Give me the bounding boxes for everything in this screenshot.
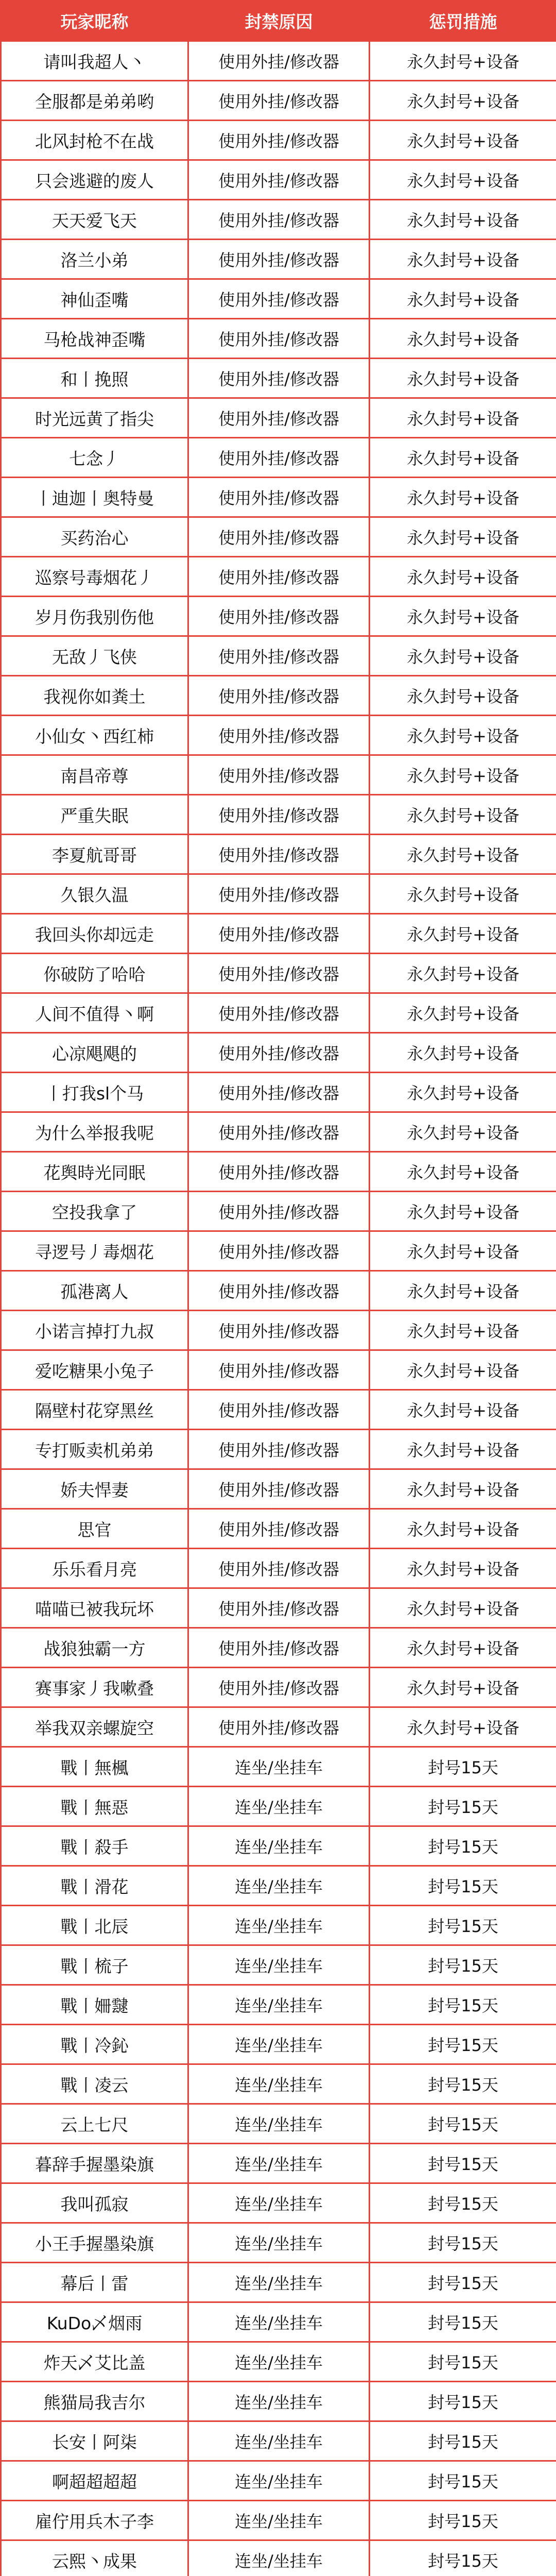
ban-reason-cell: 使用外挂/修改器 bbox=[188, 160, 370, 200]
ban-reason-cell: 连坐/坐挂车 bbox=[188, 1747, 370, 1787]
ban-reason-cell: 使用外挂/修改器 bbox=[188, 1588, 370, 1628]
player-nickname-cell: 我叫孤寂 bbox=[1, 2183, 188, 2223]
player-nickname-cell: 小诺言掉打九叔 bbox=[1, 1311, 188, 1350]
table-row bbox=[1, 2025, 556, 2064]
penalty-cell: 永久封号+设备 bbox=[370, 914, 556, 954]
player-nickname-cell: 天天爱飞天 bbox=[1, 200, 188, 240]
ban-reason-cell: 使用外挂/修改器 bbox=[188, 478, 370, 517]
table-row bbox=[1, 478, 556, 517]
table-row bbox=[1, 993, 556, 1033]
penalty-cell: 封号15天 bbox=[370, 2064, 556, 2104]
penalty-cell: 封号15天 bbox=[370, 2540, 556, 2576]
penalty-cell: 封号15天 bbox=[370, 2461, 556, 2501]
player-nickname-cell: 戰丨殺手 bbox=[1, 1826, 188, 1866]
table-row bbox=[1, 795, 556, 835]
ban-reason-cell: 连坐/坐挂车 bbox=[188, 1866, 370, 1906]
player-nickname-cell: 暮辞手握墨染旗 bbox=[1, 2144, 188, 2183]
ban-reason-cell: 连坐/坐挂车 bbox=[188, 1985, 370, 2025]
penalty-cell: 永久封号+设备 bbox=[370, 1073, 556, 1112]
penalty-cell: 永久封号+设备 bbox=[370, 597, 556, 636]
ban-reason-cell: 连坐/坐挂车 bbox=[188, 2342, 370, 2382]
table-row bbox=[1, 2144, 556, 2183]
penalty-cell: 封号15天 bbox=[370, 2223, 556, 2263]
table-row bbox=[1, 1192, 556, 1231]
penalty-cell: 永久封号+设备 bbox=[370, 1271, 556, 1311]
player-nickname-cell: 我视你如粪土 bbox=[1, 676, 188, 716]
table-row bbox=[1, 81, 556, 121]
ban-reason-cell: 使用外挂/修改器 bbox=[188, 279, 370, 319]
table-header-row bbox=[1, 1, 556, 41]
penalty-cell: 永久封号+设备 bbox=[370, 1668, 556, 1707]
table-row bbox=[1, 1747, 556, 1787]
penalty-cell: 永久封号+设备 bbox=[370, 755, 556, 795]
ban-reason-cell: 连坐/坐挂车 bbox=[188, 2461, 370, 2501]
player-nickname-cell: 举我双亲螺旋空 bbox=[1, 1707, 188, 1747]
table-row bbox=[1, 240, 556, 279]
penalty-cell: 永久封号+设备 bbox=[370, 795, 556, 835]
penalty-cell: 永久封号+设备 bbox=[370, 1509, 556, 1549]
penalty-cell: 永久封号+设备 bbox=[370, 41, 556, 81]
table-row bbox=[1, 1152, 556, 1192]
ban-reason-cell: 连坐/坐挂车 bbox=[188, 2540, 370, 2576]
penalty-cell: 封号15天 bbox=[370, 1985, 556, 2025]
player-nickname-cell: 严重失眠 bbox=[1, 795, 188, 835]
table-row bbox=[1, 121, 556, 160]
penalty-cell: 永久封号+设备 bbox=[370, 874, 556, 914]
penalty-cell: 永久封号+设备 bbox=[370, 636, 556, 676]
penalty-cell: 永久封号+设备 bbox=[370, 359, 556, 398]
penalty-cell: 永久封号+设备 bbox=[370, 1152, 556, 1192]
ban-reason-cell: 使用外挂/修改器 bbox=[188, 200, 370, 240]
table-row bbox=[1, 597, 556, 636]
player-nickname-cell: 云熙丶成果 bbox=[1, 2540, 188, 2576]
table-row bbox=[1, 1826, 556, 1866]
table-row bbox=[1, 2421, 556, 2461]
table-row bbox=[1, 2104, 556, 2144]
ban-reason-cell: 使用外挂/修改器 bbox=[188, 1192, 370, 1231]
table-row bbox=[1, 914, 556, 954]
ban-reason-cell: 使用外挂/修改器 bbox=[188, 1073, 370, 1112]
player-nickname-cell: 马枪战神歪嘴 bbox=[1, 319, 188, 359]
player-nickname-cell: 戰丨凌云 bbox=[1, 2064, 188, 2104]
ban-reason-cell: 连坐/坐挂车 bbox=[188, 1945, 370, 1985]
ban-reason-cell: 连坐/坐挂车 bbox=[188, 2025, 370, 2064]
penalty-cell: 永久封号+设备 bbox=[370, 1588, 556, 1628]
ban-reason-cell: 连坐/坐挂车 bbox=[188, 1906, 370, 1945]
ban-reason-cell: 使用外挂/修改器 bbox=[188, 1628, 370, 1668]
ban-reason-cell: 使用外挂/修改器 bbox=[188, 1707, 370, 1747]
penalty-cell: 封号15天 bbox=[370, 2302, 556, 2342]
player-nickname-cell: 小仙女丶西红柿 bbox=[1, 716, 188, 755]
penalty-cell: 永久封号+设备 bbox=[370, 478, 556, 517]
table-row bbox=[1, 1906, 556, 1945]
table-row bbox=[1, 359, 556, 398]
ban-reason-cell: 使用外挂/修改器 bbox=[188, 438, 370, 478]
player-nickname-cell: 啊超超超超 bbox=[1, 2461, 188, 2501]
ban-reason-cell: 连坐/坐挂车 bbox=[188, 2382, 370, 2421]
player-nickname-cell: 雇佇用兵木子李 bbox=[1, 2501, 188, 2540]
player-nickname-cell: 丨迪迦丨奥特曼 bbox=[1, 478, 188, 517]
ban-reason-cell: 使用外挂/修改器 bbox=[188, 1112, 370, 1152]
ban-reason-cell: 连坐/坐挂车 bbox=[188, 2302, 370, 2342]
player-nickname-cell: 我回头你却远走 bbox=[1, 914, 188, 954]
player-nickname-cell: 花舆時光同眠 bbox=[1, 1152, 188, 1192]
table-row bbox=[1, 755, 556, 795]
penalty-cell: 封号15天 bbox=[370, 1787, 556, 1826]
header-penalty: 惩罚措施 bbox=[370, 1, 556, 41]
table-row bbox=[1, 2223, 556, 2263]
ban-reason-cell: 使用外挂/修改器 bbox=[188, 795, 370, 835]
ban-reason-cell: 使用外挂/修改器 bbox=[188, 517, 370, 557]
penalty-cell: 封号15天 bbox=[370, 2342, 556, 2382]
penalty-cell: 永久封号+设备 bbox=[370, 1469, 556, 1509]
table-row bbox=[1, 1707, 556, 1747]
player-nickname-cell: 炸天乄艾比盖 bbox=[1, 2342, 188, 2382]
penalty-cell: 封号15天 bbox=[370, 2382, 556, 2421]
player-nickname-cell: 戰丨姍靆 bbox=[1, 1985, 188, 2025]
penalty-cell: 永久封号+设备 bbox=[370, 1112, 556, 1152]
player-nickname-cell: 戰丨無楓 bbox=[1, 1747, 188, 1787]
player-nickname-cell: 李夏航哥哥 bbox=[1, 835, 188, 874]
penalty-cell: 永久封号+设备 bbox=[370, 676, 556, 716]
player-nickname-cell: 心凉飓飓的 bbox=[1, 1033, 188, 1073]
penalty-cell: 永久封号+设备 bbox=[370, 1390, 556, 1430]
penalty-cell: 永久封号+设备 bbox=[370, 517, 556, 557]
ban-reason-cell: 使用外挂/修改器 bbox=[188, 676, 370, 716]
table-row bbox=[1, 2183, 556, 2223]
player-nickname-cell: 寻逻号丿毒烟花 bbox=[1, 1231, 188, 1271]
penalty-cell: 封号15天 bbox=[370, 2183, 556, 2223]
table-row bbox=[1, 398, 556, 438]
table-row bbox=[1, 636, 556, 676]
penalty-cell: 永久封号+设备 bbox=[370, 200, 556, 240]
penalty-cell: 封号15天 bbox=[370, 1826, 556, 1866]
ban-reason-cell: 连坐/坐挂车 bbox=[188, 2064, 370, 2104]
table-row bbox=[1, 319, 556, 359]
table-row bbox=[1, 1350, 556, 1390]
table-row bbox=[1, 1787, 556, 1826]
table-row bbox=[1, 2540, 556, 2576]
player-nickname-cell: 买药治心 bbox=[1, 517, 188, 557]
penalty-cell: 封号15天 bbox=[370, 1906, 556, 1945]
table-row bbox=[1, 557, 556, 597]
ban-reason-cell: 连坐/坐挂车 bbox=[188, 2223, 370, 2263]
player-nickname-cell: 隔壁村花穿黑丝 bbox=[1, 1390, 188, 1430]
ban-reason-cell: 使用外挂/修改器 bbox=[188, 1231, 370, 1271]
penalty-cell: 永久封号+设备 bbox=[370, 1549, 556, 1588]
penalty-cell: 永久封号+设备 bbox=[370, 438, 556, 478]
table-row bbox=[1, 874, 556, 914]
penalty-cell: 永久封号+设备 bbox=[370, 279, 556, 319]
ban-reason-cell: 连坐/坐挂车 bbox=[188, 2183, 370, 2223]
penalty-cell: 永久封号+设备 bbox=[370, 398, 556, 438]
header-player-nickname: 玩家昵称 bbox=[1, 1, 188, 41]
table-row bbox=[1, 1549, 556, 1588]
player-nickname-cell: 丨打我sl个马 bbox=[1, 1073, 188, 1112]
player-nickname-cell: 请叫我超人丶 bbox=[1, 41, 188, 81]
player-nickname-cell: 思官 bbox=[1, 1509, 188, 1549]
table-row bbox=[1, 2461, 556, 2501]
player-nickname-cell: 你破防了哈哈 bbox=[1, 954, 188, 993]
player-nickname-cell: 乐乐看月亮 bbox=[1, 1549, 188, 1588]
penalty-cell: 封号15天 bbox=[370, 2501, 556, 2540]
ban-reason-cell: 使用外挂/修改器 bbox=[188, 1311, 370, 1350]
table-row bbox=[1, 954, 556, 993]
penalty-cell: 封号15天 bbox=[370, 2421, 556, 2461]
player-nickname-cell: 南昌帝尊 bbox=[1, 755, 188, 795]
ban-reason-cell: 连坐/坐挂车 bbox=[188, 2421, 370, 2461]
table-row bbox=[1, 1469, 556, 1509]
player-nickname-cell: 喵喵已被我玩坏 bbox=[1, 1588, 188, 1628]
ban-reason-cell: 使用外挂/修改器 bbox=[188, 1152, 370, 1192]
ban-reason-cell: 使用外挂/修改器 bbox=[188, 81, 370, 121]
penalty-cell: 永久封号+设备 bbox=[370, 240, 556, 279]
ban-reason-cell: 使用外挂/修改器 bbox=[188, 319, 370, 359]
player-nickname-cell: 云上七尺 bbox=[1, 2104, 188, 2144]
player-nickname-cell: 戰丨冷鈊 bbox=[1, 2025, 188, 2064]
player-nickname-cell: 爱吃糖果小兔子 bbox=[1, 1350, 188, 1390]
ban-reason-cell: 使用外挂/修改器 bbox=[188, 1033, 370, 1073]
penalty-cell: 封号15天 bbox=[370, 1866, 556, 1906]
player-nickname-cell: 娇夫悍妻 bbox=[1, 1469, 188, 1509]
ban-reason-cell: 连坐/坐挂车 bbox=[188, 2104, 370, 2144]
player-nickname-cell: 熊猫局我吉尔 bbox=[1, 2382, 188, 2421]
table-row bbox=[1, 1231, 556, 1271]
player-nickname-cell: 专打贩卖机弟弟 bbox=[1, 1430, 188, 1469]
ban-reason-cell: 连坐/坐挂车 bbox=[188, 2263, 370, 2302]
table-row bbox=[1, 2382, 556, 2421]
penalty-cell: 封号15天 bbox=[370, 2104, 556, 2144]
player-nickname-cell: 七念丿 bbox=[1, 438, 188, 478]
ban-reason-cell: 使用外挂/修改器 bbox=[188, 41, 370, 81]
player-nickname-cell: 久银久温 bbox=[1, 874, 188, 914]
table-row bbox=[1, 1033, 556, 1073]
player-nickname-cell: 巡察号毒烟花丿 bbox=[1, 557, 188, 597]
player-nickname-cell: 无敌丿飞侠 bbox=[1, 636, 188, 676]
player-nickname-cell: 只会逃避的废人 bbox=[1, 160, 188, 200]
player-nickname-cell: 全服都是弟弟哟 bbox=[1, 81, 188, 121]
table-row bbox=[1, 1311, 556, 1350]
penalty-cell: 封号15天 bbox=[370, 1747, 556, 1787]
ban-reason-cell: 使用外挂/修改器 bbox=[188, 835, 370, 874]
player-nickname-cell: 人间不值得丶啊 bbox=[1, 993, 188, 1033]
player-nickname-cell: 戰丨北辰 bbox=[1, 1906, 188, 1945]
ban-reason-cell: 使用外挂/修改器 bbox=[188, 755, 370, 795]
ban-reason-cell: 使用外挂/修改器 bbox=[188, 954, 370, 993]
ban-reason-cell: 使用外挂/修改器 bbox=[188, 597, 370, 636]
ban-reason-cell: 使用外挂/修改器 bbox=[188, 398, 370, 438]
penalty-cell: 永久封号+设备 bbox=[370, 1311, 556, 1350]
penalty-cell: 永久封号+设备 bbox=[370, 993, 556, 1033]
table-row bbox=[1, 1112, 556, 1152]
player-nickname-cell: 岁月伤我别伤他 bbox=[1, 597, 188, 636]
table-row bbox=[1, 517, 556, 557]
table-row bbox=[1, 1985, 556, 2025]
player-nickname-cell: 孤港离人 bbox=[1, 1271, 188, 1311]
table-row bbox=[1, 2064, 556, 2104]
penalty-cell: 永久封号+设备 bbox=[370, 160, 556, 200]
table-row bbox=[1, 835, 556, 874]
table-row bbox=[1, 160, 556, 200]
player-nickname-cell: 神仙歪嘴 bbox=[1, 279, 188, 319]
penalty-cell: 封号15天 bbox=[370, 2144, 556, 2183]
penalty-cell: 封号15天 bbox=[370, 1945, 556, 1985]
ban-reason-cell: 使用外挂/修改器 bbox=[188, 1271, 370, 1311]
player-nickname-cell: 戰丨無惡 bbox=[1, 1787, 188, 1826]
ban-reason-cell: 使用外挂/修改器 bbox=[188, 874, 370, 914]
ban-reason-cell: 使用外挂/修改器 bbox=[188, 1469, 370, 1509]
table-row bbox=[1, 676, 556, 716]
player-nickname-cell: 和丨挽照 bbox=[1, 359, 188, 398]
penalty-cell: 永久封号+设备 bbox=[370, 121, 556, 160]
penalty-cell: 永久封号+设备 bbox=[370, 319, 556, 359]
penalty-cell: 永久封号+设备 bbox=[370, 1707, 556, 1747]
player-nickname-cell: 空投我拿了 bbox=[1, 1192, 188, 1231]
penalty-cell: 永久封号+设备 bbox=[370, 1033, 556, 1073]
table-row bbox=[1, 2263, 556, 2302]
penalty-cell: 封号15天 bbox=[370, 2263, 556, 2302]
ban-reason-cell: 使用外挂/修改器 bbox=[188, 1668, 370, 1707]
ban-reason-cell: 连坐/坐挂车 bbox=[188, 1826, 370, 1866]
player-nickname-cell: 战狼独霸一方 bbox=[1, 1628, 188, 1668]
penalty-cell: 永久封号+设备 bbox=[370, 1231, 556, 1271]
table-row bbox=[1, 2302, 556, 2342]
ban-reason-cell: 使用外挂/修改器 bbox=[188, 1509, 370, 1549]
table-body bbox=[1, 41, 556, 2576]
ban-reason-cell: 使用外挂/修改器 bbox=[188, 993, 370, 1033]
penalty-cell: 封号15天 bbox=[370, 2025, 556, 2064]
table-row bbox=[1, 2342, 556, 2382]
table-row bbox=[1, 716, 556, 755]
player-nickname-cell: 洛兰小弟 bbox=[1, 240, 188, 279]
ban-reason-cell: 使用外挂/修改器 bbox=[188, 1430, 370, 1469]
player-nickname-cell: 戰丨滑花 bbox=[1, 1866, 188, 1906]
table-row bbox=[1, 2501, 556, 2540]
player-nickname-cell: 为什么举报我呢 bbox=[1, 1112, 188, 1152]
table-row bbox=[1, 1430, 556, 1469]
ban-reason-cell: 使用外挂/修改器 bbox=[188, 121, 370, 160]
table-row bbox=[1, 41, 556, 81]
player-nickname-cell: 小王手握墨染旗 bbox=[1, 2223, 188, 2263]
penalty-cell: 永久封号+设备 bbox=[370, 954, 556, 993]
ban-reason-cell: 使用外挂/修改器 bbox=[188, 240, 370, 279]
table-row bbox=[1, 1509, 556, 1549]
table-row bbox=[1, 1866, 556, 1906]
player-nickname-cell: 长安丨阿柒 bbox=[1, 2421, 188, 2461]
ban-reason-cell: 连坐/坐挂车 bbox=[188, 2501, 370, 2540]
player-nickname-cell: 幕后丨雷 bbox=[1, 2263, 188, 2302]
player-nickname-cell: 赛事家丿我嗽叠 bbox=[1, 1668, 188, 1707]
ban-reason-cell: 使用外挂/修改器 bbox=[188, 557, 370, 597]
penalty-cell: 永久封号+设备 bbox=[370, 81, 556, 121]
ban-reason-cell: 使用外挂/修改器 bbox=[188, 914, 370, 954]
ban-reason-cell: 使用外挂/修改器 bbox=[188, 1549, 370, 1588]
player-nickname-cell: KuDo乄烟雨 bbox=[1, 2302, 188, 2342]
ban-reason-cell: 连坐/坐挂车 bbox=[188, 2144, 370, 2183]
table-row bbox=[1, 1271, 556, 1311]
penalty-cell: 永久封号+设备 bbox=[370, 1350, 556, 1390]
table-row bbox=[1, 1390, 556, 1430]
player-nickname-cell: 北风封枪不在战 bbox=[1, 121, 188, 160]
penalty-cell: 永久封号+设备 bbox=[370, 716, 556, 755]
player-nickname-cell: 戰丨梳子 bbox=[1, 1945, 188, 1985]
penalty-cell: 永久封号+设备 bbox=[370, 1430, 556, 1469]
table-row bbox=[1, 438, 556, 478]
ban-reason-cell: 连坐/坐挂车 bbox=[188, 1787, 370, 1826]
table-row bbox=[1, 1628, 556, 1668]
ban-reason-cell: 使用外挂/修改器 bbox=[188, 636, 370, 676]
table-row bbox=[1, 1588, 556, 1628]
penalty-cell: 永久封号+设备 bbox=[370, 557, 556, 597]
table-row bbox=[1, 1073, 556, 1112]
ban-reason-cell: 使用外挂/修改器 bbox=[188, 1390, 370, 1430]
table-row bbox=[1, 279, 556, 319]
ban-reason-cell: 使用外挂/修改器 bbox=[188, 716, 370, 755]
table-row bbox=[1, 1945, 556, 1985]
penalty-cell: 永久封号+设备 bbox=[370, 835, 556, 874]
header-ban-reason: 封禁原因 bbox=[188, 1, 370, 41]
table-row bbox=[1, 1668, 556, 1707]
penalty-cell: 永久封号+设备 bbox=[370, 1192, 556, 1231]
player-nickname-cell: 时光远黄了指尖 bbox=[1, 398, 188, 438]
ban-reason-cell: 使用外挂/修改器 bbox=[188, 1350, 370, 1390]
ban-reason-cell: 使用外挂/修改器 bbox=[188, 359, 370, 398]
penalty-cell: 永久封号+设备 bbox=[370, 1628, 556, 1668]
table-row bbox=[1, 200, 556, 240]
